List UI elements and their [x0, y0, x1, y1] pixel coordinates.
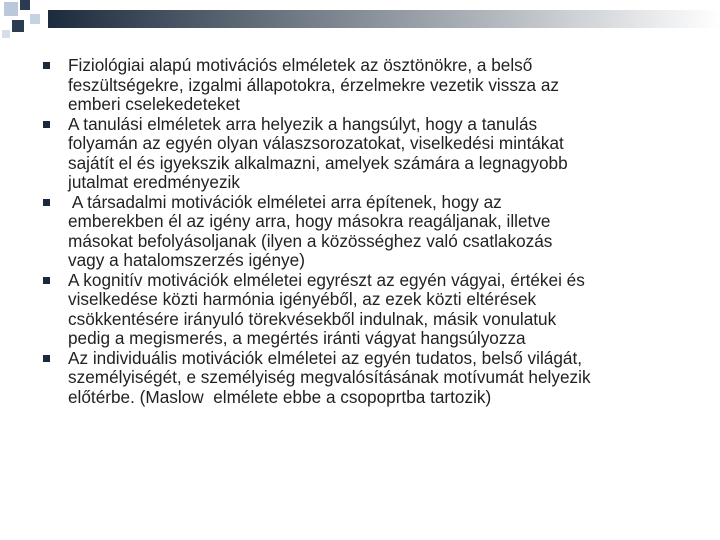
square-bullet-icon: [43, 277, 50, 284]
bullet-item: [0, 115, 720, 193]
bullet-text-line: emberekben él az igény arra, hogy másokra reagáljanak, illetve: [68, 211, 551, 231]
bullet-text-line: pedig a megismerés, a megértés iránti vágyat hangsúlyozza: [68, 328, 526, 348]
bullet-text-line: folyamán az egyén olyan válaszsorozatokat, viselkedési mintákat: [68, 133, 564, 153]
bullet-text-line: Az individuális motivációk elméletei az egyén tudatos, belső világát,: [68, 347, 582, 368]
header-square-light: [30, 14, 40, 24]
bullet-text-line: A kognitív motivációk elméletei egyrészt az egyén vágyai, értékei és: [68, 269, 585, 290]
bullet-item: [0, 56, 720, 115]
square-bullet-icon: [43, 199, 50, 206]
bullet-text-line: Fiziológiai alapú motivációs elméletek az ösztönökre, a belső: [68, 55, 533, 75]
square-bullet-icon: [43, 121, 50, 128]
bullet-text-line: személyiségét, e személyiség megvalósításának motívumát helyezik: [68, 367, 591, 387]
header-square-dark: [20, 0, 30, 10]
bullet-item: [0, 193, 720, 271]
header-square-dark: [12, 20, 24, 32]
header-gradient-bar: [48, 10, 720, 28]
bullet-text-line: előtérbe. (Maslow elmélete ebbe a csopoprtba tartozik): [68, 386, 492, 407]
bullet-list: [0, 56, 720, 407]
bullet-text-line: másokat befolyásoljanak (ilyen a közösséghez való csatlakozás: [68, 230, 553, 251]
bullet-item: [0, 271, 720, 349]
bullet-text-line: feszültségekre, izgalmi állapotokra, érzelmekre vezetik vissza az: [68, 74, 559, 95]
bullet-text-line: jutalmat eredményezik: [68, 172, 240, 192]
bullet-text-line: sajátít el és igyekszik alkalmazni, amelyek számára a legnagyobb: [68, 152, 568, 173]
header-square-light: [2, 30, 10, 38]
bullet-item: [0, 349, 720, 408]
bullet-text-line: A tanulási elméletek arra helyezik a hangsúlyt, hogy a tanulás: [68, 113, 538, 134]
bullet-text-line: emberi cselekedeteket: [68, 94, 240, 114]
bullet-text-line: viselkedése közti harmónia igényéből, az ezek közti eltérések: [68, 289, 537, 309]
bullet-text-line: vagy a hatalomszerzés igénye): [68, 250, 305, 270]
header-square-light: [4, 2, 18, 16]
decorative-header: [0, 0, 720, 60]
bullet-text-line: A társadalmi motivációk elméletei arra építenek, hogy az: [68, 191, 502, 212]
square-bullet-icon: [43, 355, 50, 362]
square-bullet-icon: [43, 62, 50, 69]
bullet-text-line: csökkentésére irányuló törekvésekből indulnak, másik vonulatuk: [68, 308, 557, 329]
